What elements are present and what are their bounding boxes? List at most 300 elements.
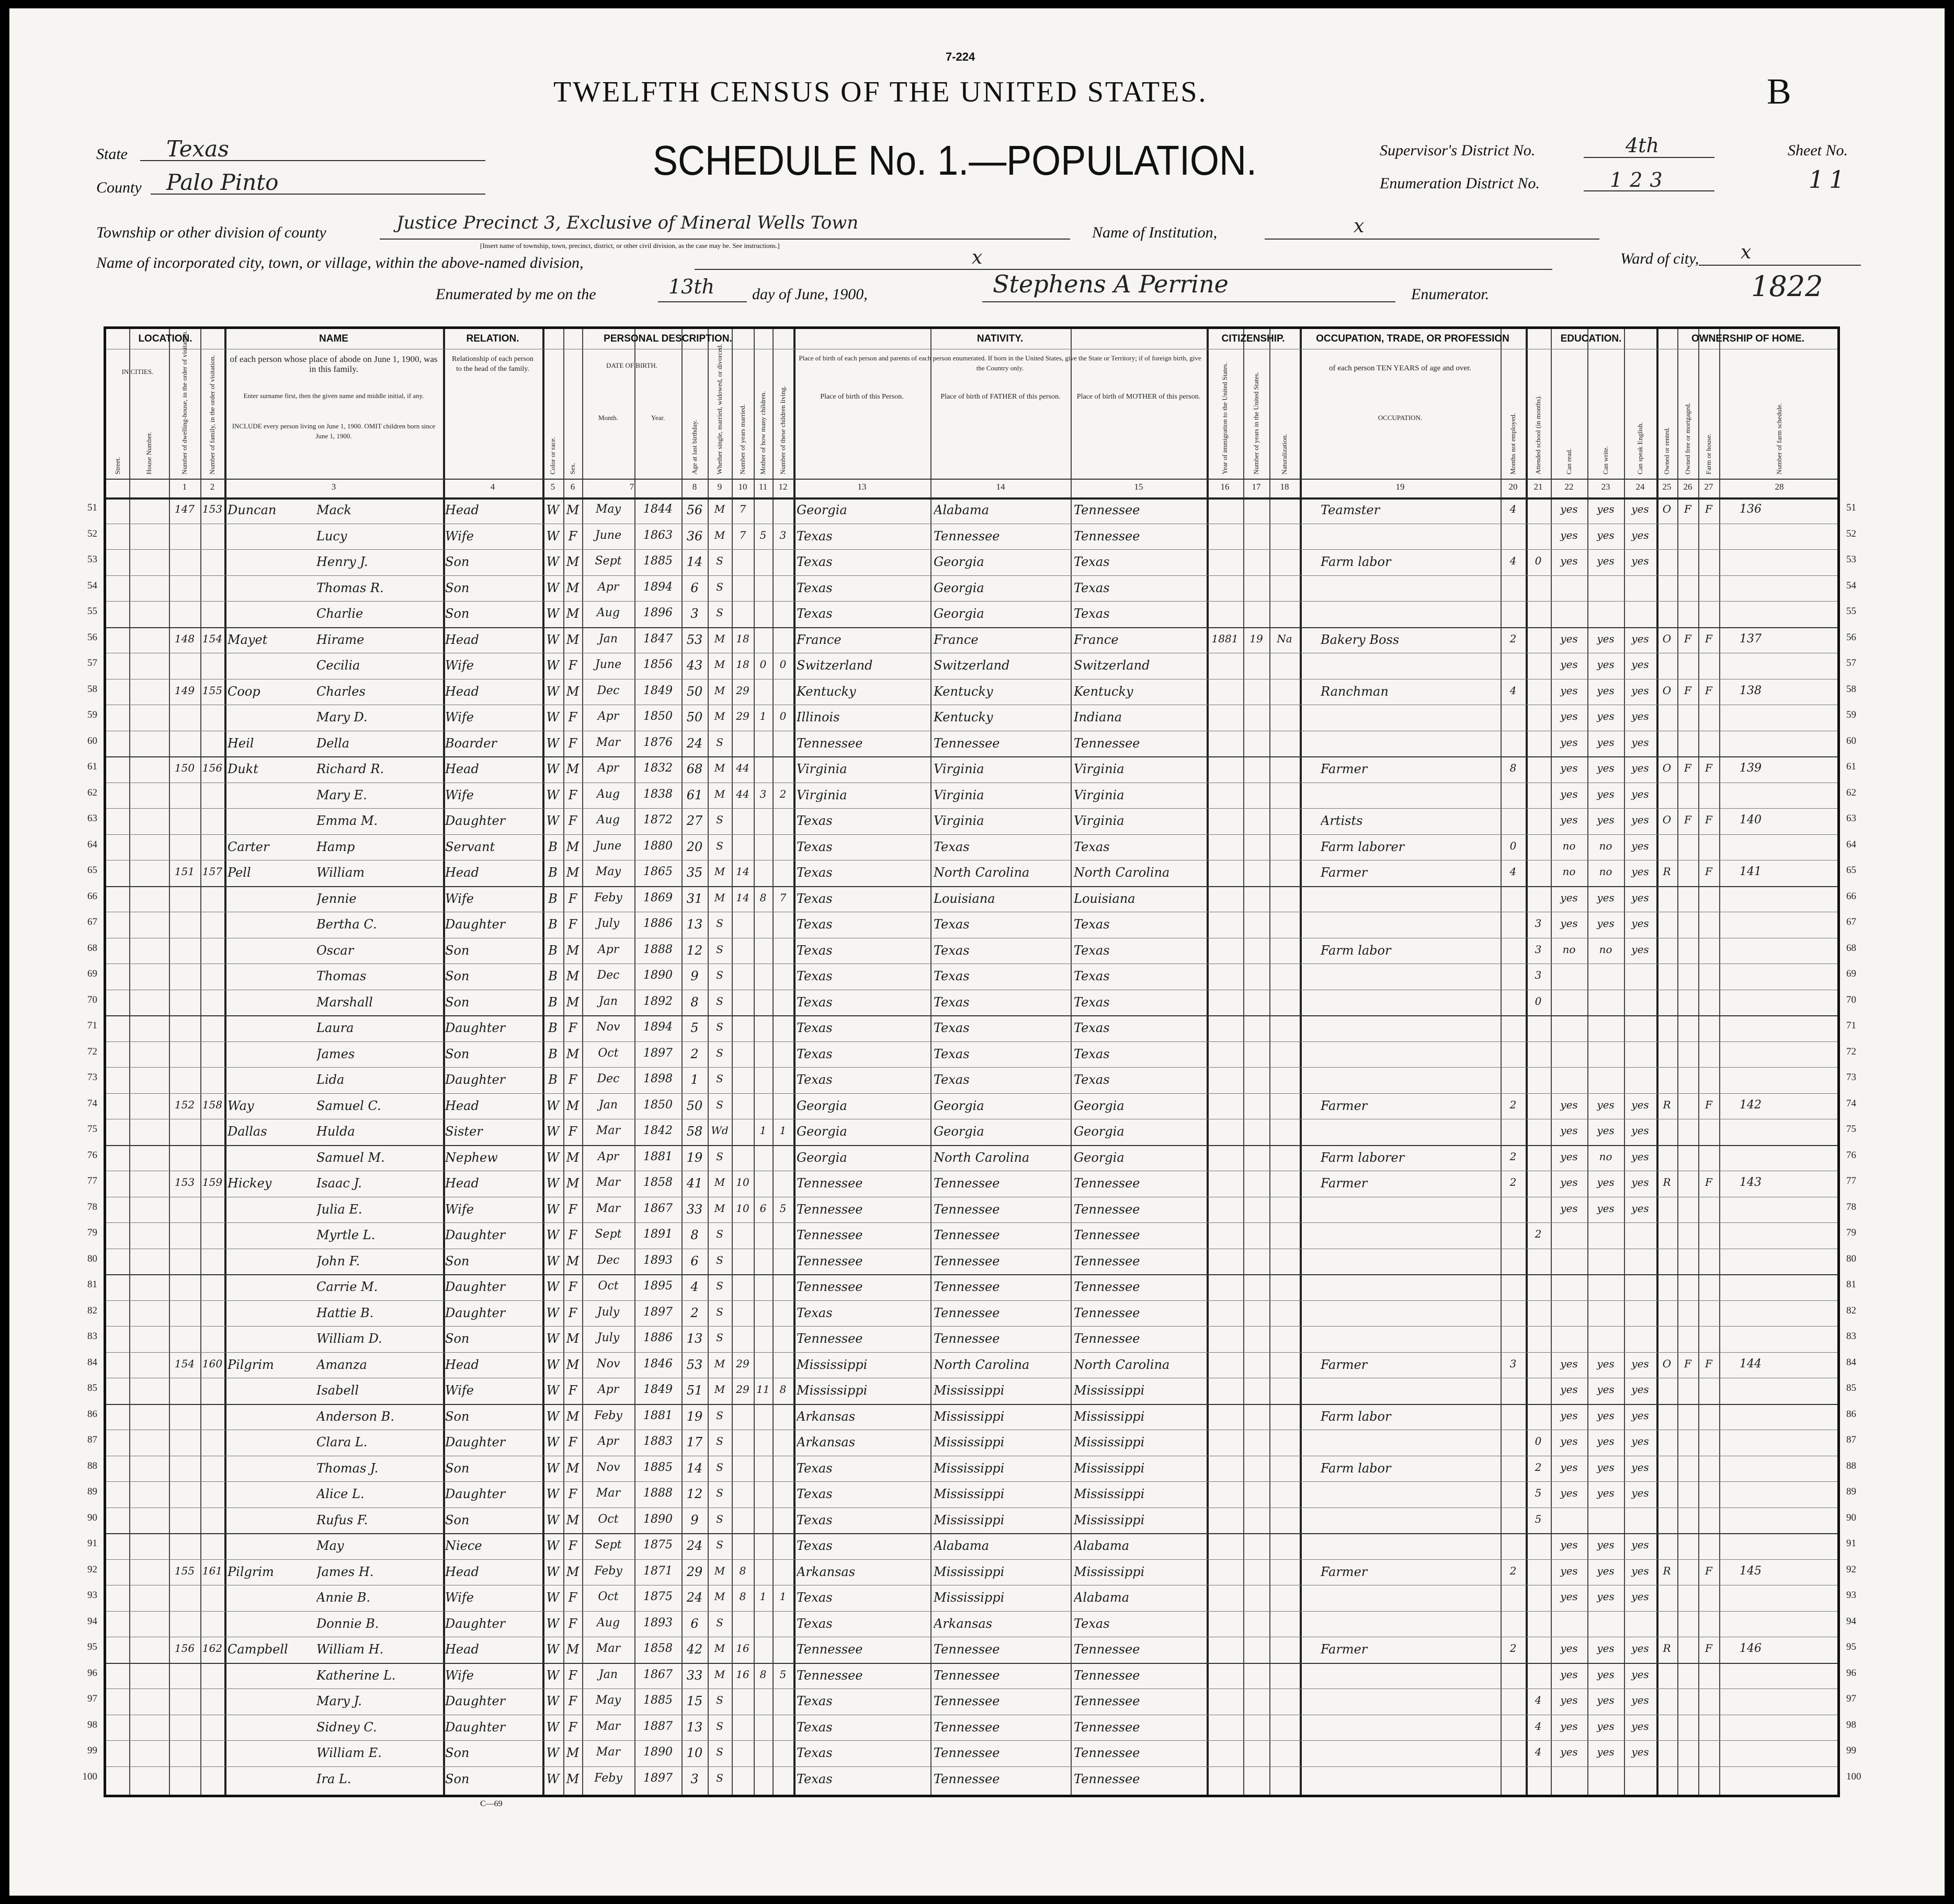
cell-age: 51: [686, 1383, 703, 1398]
cell-sex: F: [568, 1616, 577, 1631]
name-instructions-2: INCLUDE every person living on June 1, 1900. OMIT children born since June 1, 1900.: [232, 422, 436, 440]
cell-relation: Wife: [445, 658, 474, 673]
cell-month: Mar: [596, 1642, 621, 1655]
cell-pob: Texas: [797, 1512, 833, 1527]
cell-pob: Tennessee: [797, 1331, 863, 1346]
cell-fs: 142: [1740, 1098, 1762, 1112]
cell-age: 13: [686, 1719, 703, 1735]
cell-pobm: Tennessee: [1074, 1253, 1140, 1268]
cell-month: Mar: [596, 735, 621, 749]
header-nativity: NATIVITY.: [976, 333, 1024, 344]
cell-color: W: [546, 1331, 560, 1346]
row-number-left: 100: [82, 1771, 97, 1782]
cell-read: yes: [1560, 632, 1578, 645]
row-number-right: 92: [1846, 1563, 1856, 1575]
cell-farm: F: [1705, 1098, 1712, 1111]
cell-given-name: Lida: [316, 1072, 345, 1087]
column-number: 9: [717, 482, 722, 492]
cell-pobf: Texas: [934, 969, 970, 983]
cell-fs: 143: [1740, 1176, 1762, 1189]
cell-eng: yes: [1631, 1460, 1649, 1474]
cell-age: 24: [686, 1590, 703, 1605]
cell-given-name: Anderson B.: [316, 1409, 394, 1424]
cell-eng: yes: [1631, 1176, 1649, 1188]
cell-write: yes: [1597, 1409, 1615, 1422]
cell-given-name: James: [316, 1046, 355, 1061]
cell-free: F: [1684, 762, 1691, 774]
cell-year: 1892: [643, 994, 673, 1008]
cell-free: F: [1684, 684, 1691, 697]
column-number: 8: [692, 482, 697, 492]
cell-given-name: Laura: [316, 1021, 354, 1035]
cell-read: yes: [1560, 1564, 1578, 1577]
cell-color: W: [546, 1538, 560, 1553]
cell-age: 10: [686, 1746, 703, 1760]
cell-month: Mar: [596, 1746, 621, 1759]
cell-marital: S: [716, 813, 723, 826]
cell-pob: Tennessee: [797, 1202, 863, 1217]
cell-marital: M: [714, 684, 725, 697]
cell-write: yes: [1597, 891, 1615, 904]
cell-mc: 5: [759, 528, 767, 541]
cell-pobf: Tennessee: [934, 1176, 1000, 1191]
cell-color: W: [546, 1719, 560, 1735]
cell-month: Aug: [596, 1616, 620, 1629]
cell-pobf: Mississippi: [934, 1564, 1005, 1579]
cell-color: W: [546, 1409, 560, 1424]
cell-write: yes: [1597, 1098, 1615, 1111]
row-number-right: 96: [1846, 1667, 1856, 1679]
cell-relation: Wife: [445, 1590, 474, 1605]
cell-sch: 0: [1535, 554, 1542, 567]
header-name: NAME: [319, 333, 348, 344]
cell-imm: 1881: [1211, 632, 1239, 645]
cell-pobm: Tennessee: [1074, 735, 1140, 751]
row-number-left: 83: [87, 1331, 97, 1342]
cell-pobm: Alabama: [1074, 1538, 1130, 1553]
cell-month: Nov: [596, 1357, 620, 1370]
cell-fs: 145: [1740, 1564, 1762, 1578]
cell-relation: Son: [445, 1512, 470, 1527]
row-number-left: 63: [87, 813, 97, 824]
cell-year: 1893: [643, 1253, 673, 1267]
enumerator-name: Stephens A Perrine: [993, 270, 1229, 298]
cell-read: yes: [1560, 735, 1578, 749]
cell-relation: Son: [445, 1331, 470, 1346]
row-number-right: 91: [1846, 1538, 1856, 1549]
cell-year: 1881: [643, 1150, 673, 1163]
cell-marital: M: [714, 891, 725, 904]
cell-pob: Texas: [797, 528, 833, 543]
cell-marital: S: [716, 1694, 723, 1706]
cell-pob: Arkansas: [797, 1409, 856, 1424]
cell-pobf: Virginia: [934, 813, 984, 828]
row-number-right: 52: [1846, 528, 1856, 539]
cell-year: 1863: [643, 528, 673, 542]
cell-farm: F: [1705, 813, 1712, 826]
owned-rented-label: Owned or rented.: [1663, 427, 1671, 474]
cell-sex: F: [568, 1202, 577, 1217]
cell-read: yes: [1560, 787, 1578, 800]
cell-color: W: [546, 1435, 560, 1449]
cell-pob: Texas: [797, 1719, 833, 1735]
cell-given-name: John F.: [316, 1253, 360, 1268]
cell-month: Oct: [598, 1279, 619, 1293]
cell-sch: 3: [1535, 943, 1542, 956]
cell-fs: 144: [1740, 1357, 1762, 1370]
day-of-label: day of June, 1900,: [752, 286, 868, 303]
cell-pob: Tennessee: [797, 1253, 863, 1268]
cell-marital: S: [716, 1098, 723, 1111]
cell-pob: Texas: [797, 1046, 833, 1061]
column-number: 19: [1395, 482, 1405, 492]
cell-pob: Virginia: [797, 787, 847, 802]
row-number-right: 55: [1846, 606, 1856, 617]
cell-sch: 4: [1535, 1746, 1542, 1758]
cell-pobm: Tennessee: [1074, 1642, 1140, 1657]
row-number-right: 59: [1846, 709, 1856, 720]
column-number: 17: [1252, 482, 1261, 492]
enumerated-day: 13th: [668, 275, 715, 298]
cell-color: B: [548, 969, 558, 983]
cell-marital: S: [716, 1409, 723, 1422]
row-number-left: 99: [87, 1745, 97, 1756]
cell-pobm: Kentucky: [1074, 684, 1133, 699]
cell-write: yes: [1597, 1590, 1615, 1603]
cell-year: 1842: [643, 1124, 673, 1137]
cell-pob: Georgia: [797, 1150, 847, 1165]
stamp-number: 1822: [1751, 270, 1823, 303]
cell-cl: 8: [779, 1383, 787, 1396]
cell-eng: yes: [1631, 865, 1649, 878]
cell-surname: Pilgrim: [228, 1357, 274, 1372]
cell-relation: Son: [445, 580, 470, 595]
cell-marital: M: [714, 710, 725, 722]
cell-read: yes: [1560, 1668, 1578, 1681]
cell-month: Apr: [597, 710, 619, 723]
cell-month: Oct: [598, 1046, 619, 1060]
cell-own: R: [1663, 1176, 1671, 1188]
cell-age: 35: [686, 865, 703, 880]
form-number: 7-224: [946, 50, 975, 63]
cell-eng: yes: [1631, 1487, 1649, 1499]
cell-own: O: [1662, 684, 1672, 697]
cell-marital: S: [716, 1487, 723, 1499]
cell-cl: 0: [779, 658, 787, 671]
cell-pobm: Texas: [1074, 1046, 1110, 1061]
cell-color: W: [546, 1771, 560, 1786]
cell-sex: M: [566, 1512, 580, 1527]
row-number-left: 58: [87, 683, 97, 695]
cell-marital: S: [716, 943, 723, 956]
cell-pobm: Tennessee: [1074, 1228, 1140, 1242]
cell-family: 162: [202, 1642, 223, 1654]
cell-pob: Texas: [797, 865, 833, 880]
cell-age: 1: [690, 1072, 699, 1087]
cell-sch: 5: [1535, 1487, 1542, 1499]
cell-relation: Wife: [445, 1383, 474, 1398]
column-number: 21: [1533, 482, 1543, 492]
cell-occ: Teamster: [1321, 503, 1380, 517]
cell-sex: M: [566, 969, 580, 983]
cell-farm: F: [1705, 1176, 1712, 1188]
cell-pobm: France: [1074, 632, 1119, 647]
cell-month: Mar: [596, 1487, 621, 1500]
census-table: [104, 326, 1840, 1797]
cell-eng: yes: [1631, 1409, 1649, 1422]
cell-farm: F: [1705, 1357, 1712, 1370]
cell-month: Feby: [594, 1771, 622, 1785]
cell-read: no: [1562, 865, 1576, 878]
cell-color: W: [546, 1357, 560, 1372]
cell-read: yes: [1560, 1694, 1578, 1706]
cell-pob: Texas: [797, 1487, 833, 1501]
marital-label: Whether single, married, widowed, or divorced.: [715, 344, 723, 474]
row-number-left: 97: [87, 1693, 97, 1704]
cell-marital: Wd: [711, 1124, 729, 1137]
cell-color: B: [548, 865, 558, 880]
cell-age: 56: [686, 503, 703, 517]
row-number-right: 61: [1846, 761, 1856, 772]
row-number-right: 73: [1846, 1072, 1856, 1083]
cell-month: Jan: [598, 1098, 618, 1112]
cell-relation: Daughter: [445, 813, 506, 828]
cell-pobf: France: [934, 632, 979, 647]
cell-month: Jan: [598, 994, 618, 1008]
cell-color: W: [546, 1305, 560, 1320]
cell-mu: 2: [1509, 1176, 1517, 1188]
cell-color: W: [546, 1098, 560, 1113]
cell-relation: Daughter: [445, 1694, 506, 1708]
cell-eng: yes: [1631, 710, 1649, 722]
cell-write: no: [1599, 1150, 1612, 1163]
cell-pob: Texas: [797, 606, 833, 621]
row-number-left: 53: [87, 554, 97, 565]
cell-year: 1885: [643, 1460, 673, 1474]
row-number-left: 79: [87, 1227, 97, 1238]
cell-write: yes: [1597, 1694, 1615, 1706]
cell-surname: Duncan: [228, 503, 277, 517]
cell-occ: Farm labor: [1321, 554, 1391, 569]
enumerator-label: Enumerator.: [1411, 286, 1490, 303]
cell-year: 1844: [643, 503, 673, 516]
cell-given-name: Isaac J.: [316, 1176, 362, 1191]
row-number-right: 53: [1846, 554, 1856, 565]
cell-eng: yes: [1631, 917, 1649, 930]
row-number-right: 85: [1846, 1382, 1856, 1393]
row-number-right: 65: [1846, 865, 1856, 876]
cell-eng: yes: [1631, 1668, 1649, 1681]
cell-pobm: Tennessee: [1074, 1719, 1140, 1735]
cell-pob: Mississippi: [797, 1357, 868, 1372]
cell-month: Dec: [597, 684, 620, 697]
cell-farm: F: [1705, 684, 1712, 697]
cell-color: W: [546, 503, 560, 517]
cell-write: yes: [1597, 1124, 1615, 1137]
cell-pob: Georgia: [797, 1098, 847, 1113]
cell-color: W: [546, 1590, 560, 1605]
cell-ym: 8: [739, 1590, 746, 1603]
cell-sex: F: [568, 1072, 577, 1087]
cell-sch: 2: [1535, 1460, 1542, 1474]
column-number: 25: [1662, 482, 1672, 492]
row-number-left: 98: [87, 1719, 97, 1730]
cell-pob: Texas: [797, 1771, 833, 1786]
cell-pobf: North Carolina: [934, 865, 1030, 880]
row-number-right: 67: [1846, 916, 1856, 927]
row-number-right: 83: [1846, 1331, 1856, 1342]
cell-eng: yes: [1631, 1719, 1649, 1732]
cell-write: yes: [1597, 1668, 1615, 1681]
cell-year: 1867: [643, 1668, 673, 1681]
cell-age: 2: [690, 1046, 699, 1061]
row-number-right: 97: [1846, 1693, 1856, 1704]
cell-dwelling: 155: [174, 1564, 195, 1577]
cell-eng: yes: [1631, 528, 1649, 541]
row-number-right: 74: [1846, 1097, 1856, 1109]
row-number-left: 66: [87, 890, 97, 902]
cell-read: yes: [1560, 891, 1578, 904]
cell-age: 2: [690, 1305, 699, 1320]
row-number-left: 87: [87, 1434, 97, 1445]
cell-given-name: Emma M.: [316, 813, 378, 828]
cell-color: W: [546, 787, 560, 802]
cell-mu: 2: [1509, 1564, 1517, 1577]
cell-sex: M: [566, 943, 580, 958]
cell-age: 19: [686, 1150, 703, 1165]
cell-given-name: Hulda: [316, 1124, 355, 1139]
row-number-right: 95: [1846, 1641, 1856, 1652]
cell-free: F: [1684, 813, 1691, 826]
cell-eng: yes: [1631, 787, 1649, 800]
cell-write: yes: [1597, 528, 1615, 541]
children-living-label: Number of these children living.: [779, 386, 787, 474]
cell-year: 1888: [643, 1487, 673, 1500]
row-number-right: 58: [1846, 683, 1856, 695]
cell-pobm: Texas: [1074, 994, 1110, 1010]
cell-month: Sept: [595, 554, 622, 568]
cell-sex: M: [566, 1098, 580, 1113]
street-label: Street.: [113, 457, 121, 474]
cell-color: W: [546, 1228, 560, 1242]
cell-sex: F: [568, 787, 577, 802]
cell-age: 13: [686, 1331, 703, 1346]
cell-pobm: Mississippi: [1074, 1460, 1145, 1476]
cell-pobf: Tennessee: [934, 1331, 1000, 1346]
cell-occ: Farmer: [1321, 1357, 1368, 1372]
cell-fs: 137: [1740, 632, 1762, 645]
cell-marital: S: [716, 1771, 723, 1784]
cell-surname: Pilgrim: [228, 1564, 274, 1579]
township-value: Justice Precinct 3, Exclusive of Mineral Wells Town: [396, 212, 859, 233]
cell-month: Dec: [597, 1253, 620, 1267]
cell-pobm: Georgia: [1074, 1150, 1124, 1165]
column-number: 5: [550, 482, 555, 492]
cell-fs: 138: [1740, 684, 1762, 697]
cell-pobm: Texas: [1074, 943, 1110, 958]
cell-marital: S: [716, 1460, 723, 1474]
cell-read: yes: [1560, 1642, 1578, 1654]
cell-dwelling: 150: [174, 762, 195, 774]
naturalization-label: Naturalization.: [1280, 434, 1288, 474]
cell-pob: Tennessee: [797, 1668, 863, 1683]
cell-pobm: Georgia: [1074, 1124, 1124, 1139]
cell-given-name: Cecilia: [316, 658, 360, 673]
cell-farm: F: [1705, 865, 1712, 878]
cell-pobm: Tennessee: [1074, 1771, 1140, 1786]
cell-sex: M: [566, 1771, 580, 1786]
cell-pobm: Tennessee: [1074, 1176, 1140, 1191]
cell-own: O: [1662, 762, 1672, 774]
row-number-right: 68: [1846, 942, 1856, 954]
cell-marital: S: [716, 1331, 723, 1344]
cell-given-name: Lucy: [316, 528, 347, 543]
mother-of-label: Mother of how many children.: [759, 391, 767, 474]
cell-age: 14: [686, 1460, 703, 1476]
row-number-right: 66: [1846, 890, 1856, 902]
cell-pobf: Texas: [934, 1046, 970, 1061]
cell-write: yes: [1597, 1435, 1615, 1447]
cell-age: 33: [686, 1668, 703, 1683]
cell-marital: S: [716, 1279, 723, 1292]
dwelling-label: Number of dwelling-house, in the order of visitation.: [180, 330, 188, 474]
header-ownership: OWNERSHIP OF HOME.: [1691, 333, 1805, 344]
cell-marital: M: [714, 1668, 725, 1681]
cell-age: 43: [686, 658, 703, 673]
cell-relation: Daughter: [445, 1279, 506, 1294]
cell-year: 1894: [643, 580, 673, 594]
incorporated-value: x: [972, 247, 983, 268]
cell-fs: 139: [1740, 762, 1762, 775]
cell-marital: S: [716, 735, 723, 749]
cell-read: yes: [1560, 1124, 1578, 1137]
cell-age: 6: [690, 1253, 699, 1268]
can-write-label: Can write.: [1601, 446, 1609, 474]
cell-age: 61: [686, 787, 703, 802]
cell-eng: yes: [1631, 1538, 1649, 1551]
cell-pobf: Georgia: [934, 554, 984, 569]
cell-read: yes: [1560, 1460, 1578, 1474]
cell-sex: F: [568, 891, 577, 906]
cell-marital: M: [714, 865, 725, 878]
cell-occ: Farmer: [1321, 1642, 1368, 1657]
cell-sex: M: [566, 632, 580, 647]
cell-given-name: Ira L.: [316, 1771, 351, 1786]
cell-given-name: Jennie: [316, 891, 357, 906]
cell-pobf: Tennessee: [934, 1305, 1000, 1320]
row-number-right: 80: [1846, 1253, 1856, 1264]
cell-sex: F: [568, 1305, 577, 1320]
cell-read: yes: [1560, 1383, 1578, 1396]
cell-pobf: Mississippi: [934, 1512, 1005, 1527]
row-number-left: 86: [87, 1408, 97, 1420]
cell-pobf: Georgia: [934, 580, 984, 595]
row-number-left: 94: [87, 1615, 97, 1627]
cell-month: Aug: [596, 787, 620, 801]
cell-age: 6: [690, 1616, 699, 1631]
row-number-left: 85: [87, 1382, 97, 1393]
cell-year: 1858: [643, 1176, 673, 1189]
cell-read: yes: [1560, 684, 1578, 697]
cell-write: yes: [1597, 735, 1615, 749]
cell-relation: Daughter: [445, 1616, 506, 1631]
cell-given-name: William D.: [316, 1331, 382, 1346]
cell-color: W: [546, 1668, 560, 1683]
cell-given-name: Clara L.: [316, 1435, 368, 1449]
cell-given-name: Hamp: [316, 839, 355, 854]
cell-month: Apr: [597, 943, 619, 956]
cell-eng: yes: [1631, 1150, 1649, 1163]
